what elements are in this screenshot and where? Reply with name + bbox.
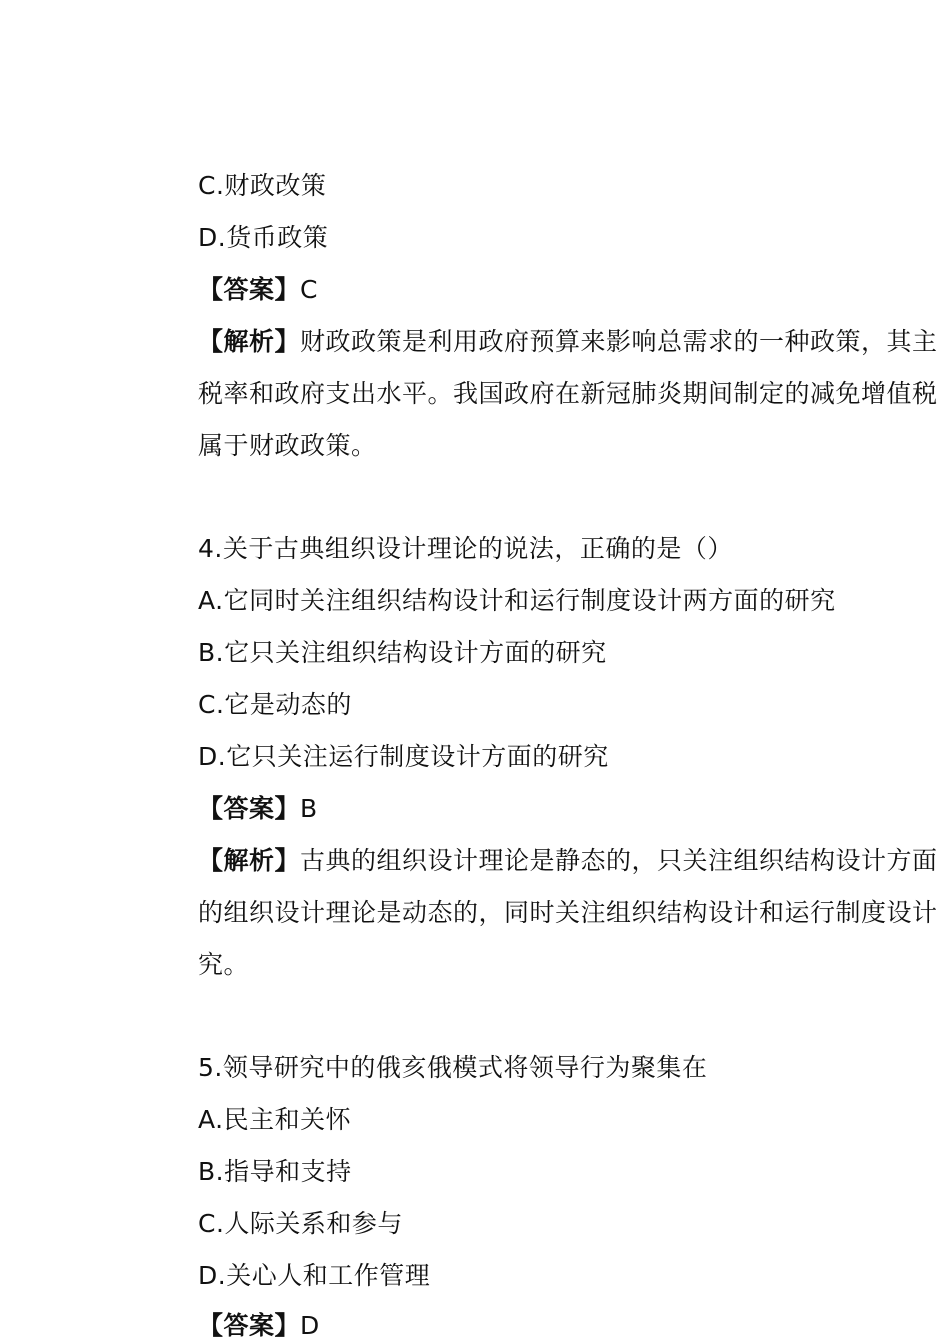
answer-value: B xyxy=(300,794,318,823)
q3-option-d: D.货币政策 xyxy=(198,223,329,252)
analysis-label: 【解析】 xyxy=(198,327,301,356)
analysis-label: 【解析】 xyxy=(198,846,301,875)
analysis-text: 财政政策是利用政府预算来影响总需求的一种政策，其主 xyxy=(300,327,938,356)
q3-analysis-line-1 xyxy=(198,324,938,360)
answer-value: C xyxy=(300,275,318,304)
q5-option-b: B.指导和支持 xyxy=(198,1157,352,1186)
q3-analysis-line-3: 属于财政政策。 xyxy=(198,431,377,460)
answer-label: 【答案】 xyxy=(198,794,301,823)
analysis-text: 古典的组织设计理论是静态的，只关注组织结构设计方面 xyxy=(300,846,938,875)
q5-option-c: C.人际关系和参与 xyxy=(198,1209,403,1238)
answer-label: 【答案】 xyxy=(198,275,301,304)
q5-option-a: A.民主和关怀 xyxy=(198,1105,352,1134)
q4-option-c: C.它是动态的 xyxy=(198,690,352,719)
answer-label: 【答案】 xyxy=(198,1311,301,1340)
q5-answer xyxy=(198,1308,320,1344)
q4-analysis-line-1 xyxy=(198,843,938,879)
q4-answer xyxy=(198,791,318,827)
q3-analysis-line-2: 税率和政府支出水平。我国政府在新冠肺炎期间制定的减免增值税 xyxy=(198,379,938,408)
q5-option-d: D.关心人和工作管理 xyxy=(198,1261,431,1290)
q3-answer xyxy=(198,272,318,308)
q3-option-c: C.财政改策 xyxy=(198,171,327,200)
q4-analysis-line-3: 究。 xyxy=(198,950,250,979)
q4-option-d: D.它只关注运行制度设计方面的研究 xyxy=(198,742,609,771)
q5-question: 5.领导研究中的俄亥俄模式将领导行为聚集在 xyxy=(198,1053,708,1082)
q4-option-b: B.它只关注组织结构设计方面的研究 xyxy=(198,638,607,667)
q4-option-a: A.它同时关注组织结构设计和运行制度设计两方面的研究 xyxy=(198,586,836,615)
answer-value: D xyxy=(300,1311,320,1340)
q4-analysis-line-2: 的组织设计理论是动态的，同时关注组织结构设计和运行制度设计 xyxy=(198,898,938,927)
q4-question: 4.关于古典组织设计理论的说法，正确的是（） xyxy=(198,534,733,563)
